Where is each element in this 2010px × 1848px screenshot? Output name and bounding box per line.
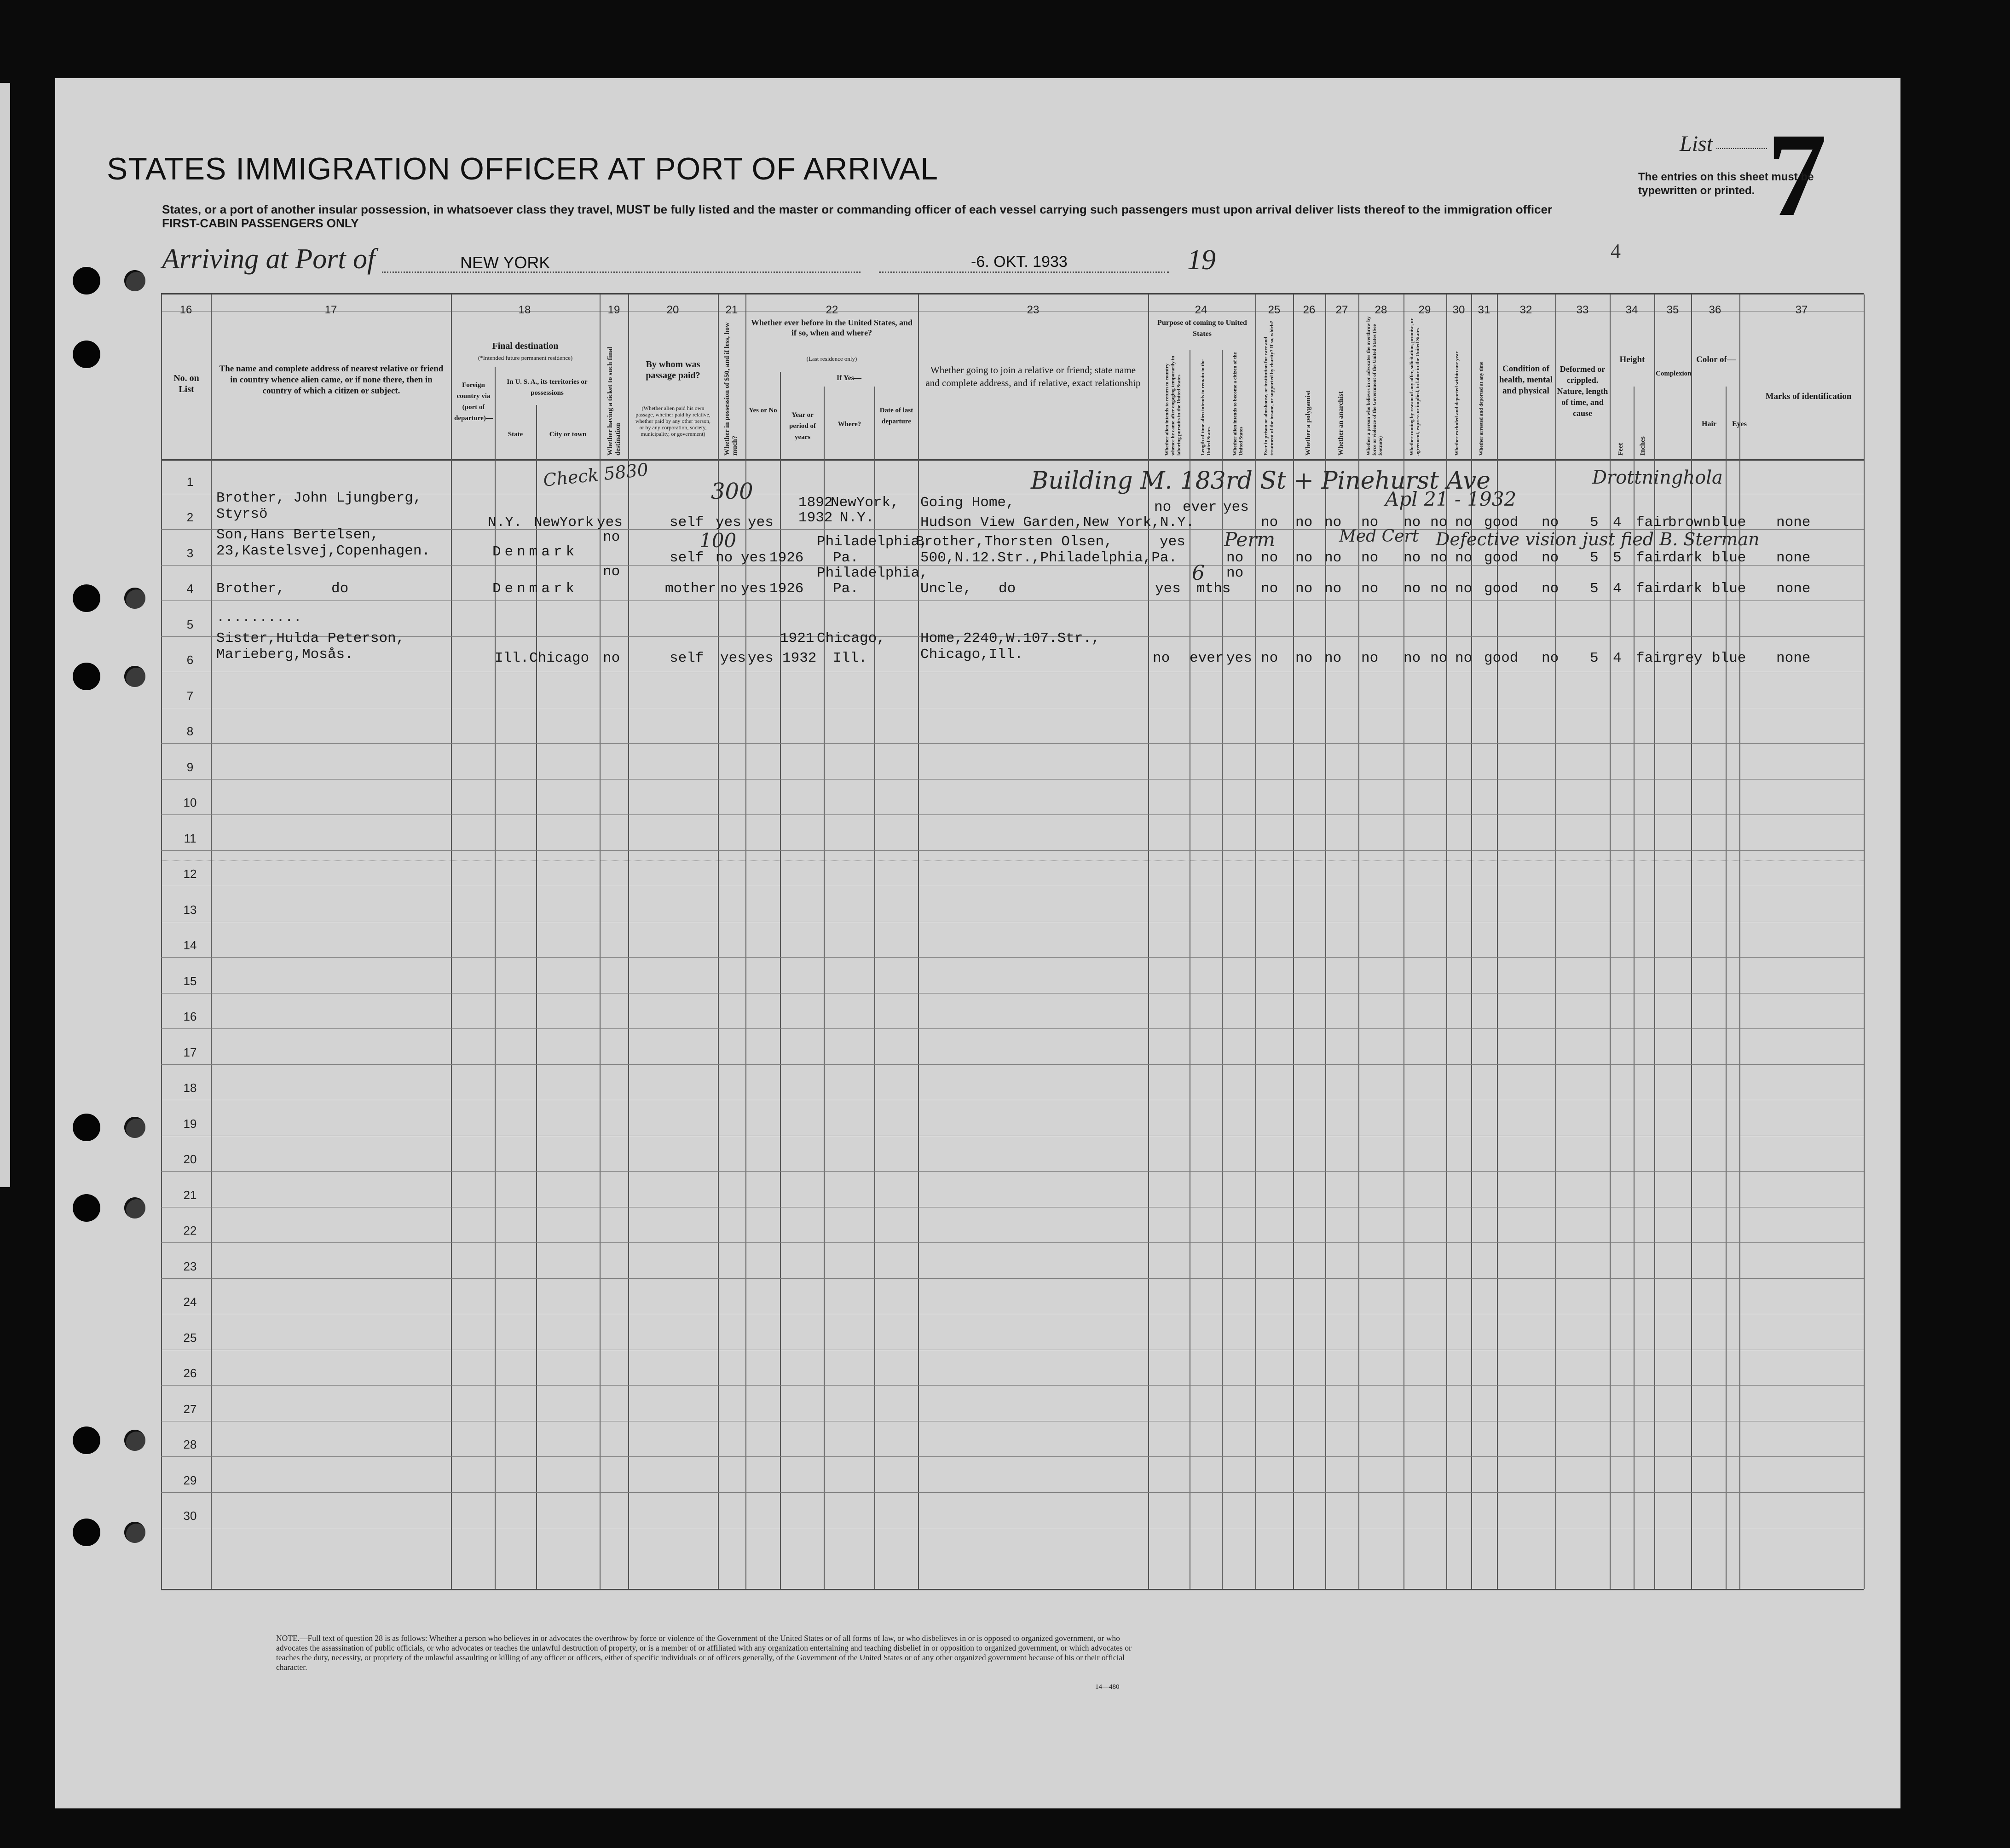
r1-relative-2: Styrsö <box>216 506 268 522</box>
hw-amount-300: 300 <box>711 479 753 504</box>
row-number: 5 <box>186 618 194 631</box>
r5-relative: Sister,Hulda Peterson, <box>216 630 405 647</box>
hdr-q30: Whether excluded and deported within one year <box>1454 351 1460 456</box>
hw-med-cert: Med Cert <box>1339 527 1419 546</box>
row-rule <box>161 1171 1864 1172</box>
r1-complexion: fair <box>1636 514 1670 531</box>
r5-before: yes <box>748 650 774 666</box>
row-rule <box>161 1028 1864 1029</box>
row-number: 22 <box>183 1224 197 1237</box>
hdr-usa: In U. S. A., its territories or possessions <box>507 378 588 397</box>
r2-join-1: Brother,Thorsten Olsen, <box>916 534 1113 550</box>
row-number: 14 <box>183 938 197 952</box>
hdr-before-us: Whether ever before in the United States, and if so, when and where? <box>751 318 913 337</box>
r1-ticket: yes <box>597 514 623 531</box>
r3-foreign: Denmark <box>492 581 578 597</box>
r2-p50: no <box>716 550 733 566</box>
pencil-mark: 4 <box>1611 240 1621 262</box>
binder-hole <box>73 1114 100 1141</box>
binder-hole <box>73 1519 100 1546</box>
r1-prison: no <box>1261 514 1278 531</box>
r1-feet: 5 <box>1590 514 1599 531</box>
r1-anarchist: no <box>1324 514 1342 531</box>
col-number: 20 <box>666 304 679 316</box>
r3-q30: no <box>1430 581 1448 597</box>
row-rule <box>161 1385 1864 1386</box>
r2-polygamist: no <box>1295 550 1313 566</box>
hw-date: Apl 21 - 1932 <box>1385 488 1517 510</box>
r2-ticket: no <box>603 529 620 545</box>
r2-deformed: no <box>1542 550 1559 566</box>
binder-hole <box>73 267 100 295</box>
hdr-height: Height <box>1619 355 1645 364</box>
hdr-if-yes: If Yes— <box>836 374 862 382</box>
hdr-hair: Hair <box>1702 420 1716 428</box>
row-number: 12 <box>183 867 197 881</box>
r3-polygamist: no <box>1295 581 1313 597</box>
row-number: 21 <box>183 1188 197 1202</box>
hw-six: 6 <box>1192 561 1205 585</box>
form-number: 14—480 <box>1095 1683 1120 1691</box>
r2-health: good <box>1484 550 1519 566</box>
col-number: 30 <box>1452 304 1465 316</box>
col-number: 32 <box>1519 304 1532 316</box>
row-number: 29 <box>183 1473 197 1487</box>
r5-city: Chicago <box>529 650 589 666</box>
r1-deformed: no <box>1542 514 1559 531</box>
r3-relative-2: do <box>331 581 349 597</box>
r3-eyes: blue <box>1712 581 1746 597</box>
r2-foreign: Denmark <box>492 544 578 560</box>
hw-amount-100: 100 <box>699 529 737 552</box>
col-number: 35 <box>1666 304 1679 316</box>
r5-years-1: 1921 <box>780 630 814 647</box>
col-number: 31 <box>1478 304 1490 316</box>
binder-hole <box>73 341 100 368</box>
hdr-purpose-c: Whether alien intends to become a citizen of the United States <box>1232 352 1244 456</box>
row-number: 9 <box>186 760 194 774</box>
row-number: 24 <box>183 1295 197 1309</box>
r2-q29: no <box>1404 550 1421 566</box>
binder-hole <box>124 1522 145 1543</box>
col-number: 28 <box>1375 304 1387 316</box>
col-number: 18 <box>518 304 531 316</box>
r1-inches: 4 <box>1613 514 1622 531</box>
date-line <box>879 271 1169 273</box>
binder-hole <box>73 1426 100 1454</box>
hdr-condition: Condition of health, mental and physical <box>1499 364 1553 396</box>
col-rule <box>1726 387 1727 1589</box>
r5-marks: none <box>1776 650 1811 666</box>
r5-q28: no <box>1361 650 1379 666</box>
row-rule <box>161 743 1864 744</box>
r1-join-2: Hudson View Garden,New York,N.Y. <box>920 514 1195 531</box>
col-rule <box>1739 295 1740 1589</box>
hdr-inches: Inches <box>1639 436 1646 456</box>
row-rule <box>161 1242 1864 1243</box>
r2-q31: no <box>1455 550 1473 566</box>
r3-prison: no <box>1261 581 1278 597</box>
col-number: 16 <box>179 304 192 316</box>
r1-years-2: 1932 <box>798 510 833 526</box>
r2-relative-2: 23,Kastelsvej,Copenhagen. <box>216 543 431 559</box>
r3-ticket: no <box>603 564 620 580</box>
r2-eyes: blue <box>1712 550 1746 566</box>
row-rule <box>161 850 1864 851</box>
row-number: 3 <box>186 546 194 560</box>
r1-eyes: blue <box>1712 514 1746 531</box>
row-rule <box>161 814 1864 815</box>
hw-perm: Perm <box>1224 528 1276 551</box>
row-number: 23 <box>183 1259 197 1273</box>
r3-citizen: no <box>1226 565 1244 581</box>
r5-health: good <box>1484 650 1519 666</box>
r5-inches: 4 <box>1613 650 1622 666</box>
r2-where-2: Pa. <box>833 550 859 566</box>
binder-hole <box>124 588 145 609</box>
r2-marks: none <box>1776 550 1811 566</box>
row-number: 10 <box>183 796 197 809</box>
r4-relative: .......... <box>216 610 302 626</box>
row-number: 7 <box>186 689 194 703</box>
row-number: 6 <box>186 653 194 667</box>
col-number: 36 <box>1709 304 1721 316</box>
hdr-eyes: Eyes <box>1732 420 1747 428</box>
r1-health: good <box>1484 514 1519 531</box>
binder-hole <box>73 1194 100 1222</box>
row-rule <box>161 957 1864 958</box>
hw-building: Building M. 183rd St + Pinehurst Ave <box>1031 467 1490 495</box>
r2-citizen: no <box>1226 550 1244 566</box>
r1-hair: brown <box>1668 514 1711 531</box>
r3-complexion: fair <box>1636 581 1670 597</box>
r2-feet: 5 <box>1590 550 1599 566</box>
col-rule <box>1691 295 1692 1589</box>
r5-q29: no <box>1404 650 1421 666</box>
row-number: 2 <box>186 510 194 524</box>
hdr-purpose-a: Whether alien intends to return to country whence he came after engaging temporarily in laboring pursuits in the United States <box>1164 356 1182 456</box>
r1-relative: Brother, John Ljungberg, <box>216 490 422 506</box>
r3-p50: no <box>720 581 738 597</box>
row-rule <box>161 1278 1864 1279</box>
r1-return: no <box>1154 499 1172 515</box>
col-rule <box>1654 295 1655 1589</box>
r5-where-1: Chicago, <box>817 630 885 647</box>
col-rule <box>600 295 601 1589</box>
r5-paid: self <box>670 650 704 666</box>
year-prefix: 19 <box>1187 244 1216 276</box>
hdr-foreign-country: Foreign country via (port of departure)— <box>454 381 493 422</box>
hdr-passage: By whom was passage paid? <box>646 359 700 381</box>
r3-inches: 4 <box>1613 581 1622 597</box>
r3-q28: no <box>1361 581 1379 597</box>
r5-relative-2: Marieberg,Mosås. <box>216 647 353 663</box>
hdr-final-destination: Final destination <box>492 341 559 351</box>
hdr-last-departure: Date of last departure <box>879 407 913 425</box>
hdr-deformed: Deformed or crippled. Nature, length of time, and cause <box>1557 364 1608 418</box>
col-number: 19 <box>607 304 620 316</box>
r2-where-1: Philadelphia, <box>817 534 928 550</box>
r3-marks: none <box>1776 581 1811 597</box>
r3-hair: dark <box>1668 581 1703 597</box>
hw-place: Drottninghola <box>1592 467 1723 488</box>
hdr-year-period: Year or period of years <box>789 411 816 441</box>
row-number: 30 <box>183 1509 197 1523</box>
row-number: 4 <box>186 582 194 595</box>
r1-paid: self <box>670 514 704 531</box>
r1-before: yes <box>748 514 774 531</box>
hdr-before-us-note: (Last residence only) <box>806 355 857 362</box>
hdr-ticket: Whether having a ticket to such final destination <box>606 346 622 456</box>
col-number: 27 <box>1335 304 1348 316</box>
hdr-q28: Whether a person who believes in or advocates the overthrow by force or violence of the Government of the United States (See footnote) <box>1366 316 1383 456</box>
r3-join-1: Uncle, <box>920 581 972 597</box>
r2-join-2: 500,N.12.Str.,Philadelphia,Pa. <box>920 550 1178 566</box>
r3-feet: 5 <box>1590 581 1599 597</box>
r5-complexion: fair <box>1636 650 1670 666</box>
col-rule <box>1864 295 1865 1589</box>
hdr-feet: Feet <box>1617 443 1624 456</box>
row-number: 16 <box>183 1010 197 1023</box>
r2-return: yes <box>1160 534 1185 550</box>
rule <box>161 311 1864 312</box>
hw-check-number: Check 5830 <box>542 459 649 491</box>
row-number: 18 <box>183 1081 197 1095</box>
col-number: 24 <box>1195 304 1207 316</box>
binder-hole <box>73 584 100 612</box>
row-number: 17 <box>183 1045 197 1059</box>
r5-join-1: Home,2240,W.107.Str., <box>920 630 1100 647</box>
port-line <box>382 271 861 273</box>
hdr-purpose: Purpose of coming to United States <box>1157 319 1247 338</box>
header-divider <box>161 459 1864 461</box>
left-page-edge <box>0 83 10 1187</box>
r2-q28: no <box>1361 550 1379 566</box>
hdr-join-relative: Whether going to join a relative or friend; state name and complete address, and if relative, exact relationship <box>925 364 1141 388</box>
r3-anarchist: no <box>1324 581 1342 597</box>
r1-q29: no <box>1404 514 1421 531</box>
r2-paid: self <box>670 550 704 566</box>
col-rule <box>161 295 162 1589</box>
r5-polygamist: no <box>1295 650 1313 666</box>
r2-complexion: fair <box>1636 550 1670 566</box>
r3-q29: no <box>1404 581 1421 597</box>
r2-anarchist: no <box>1324 550 1342 566</box>
r5-q31: no <box>1455 650 1473 666</box>
row-number: 28 <box>183 1438 197 1451</box>
r3-paid: mother <box>665 581 716 597</box>
binder-hole <box>124 270 145 291</box>
form-title: STATES IMMIGRATION OFFICER AT PORT OF ARRIVAL <box>107 151 938 186</box>
hdr-anarchist: Whether an anarchist <box>1337 391 1345 456</box>
r1-p50: yes <box>716 514 741 531</box>
form-subtitle: States, or a port of another insular possession, in whatsoever class they travel, MUST be fully listed and the master or commanding officer of each vessel carrying such passengers must upon arrival deliver lists thereof to the immigration officer <box>162 202 1553 216</box>
typed-note: The entries on this sheet must be typewritten or printed. <box>1638 171 1814 197</box>
col-rule <box>1610 295 1611 1589</box>
col-number: 26 <box>1303 304 1316 316</box>
port-of-arrival: NEW YORK <box>460 253 550 272</box>
r5-ticket: no <box>603 650 620 666</box>
r5-length: ever <box>1190 650 1224 666</box>
hdr-state: State <box>508 431 523 438</box>
r1-years-1: 1892 <box>798 495 833 511</box>
col-number: 29 <box>1418 304 1431 316</box>
hdr-relative: The name and complete address of nearest relative or friend in country whence alien came, or if none there, then in country of which a citizen or subject. <box>219 364 444 396</box>
r1-join-1: Going Home, <box>920 495 1015 511</box>
r2-relative: Son,Hans Bertelsen, <box>216 527 379 543</box>
r1-marks: none <box>1776 514 1811 531</box>
row-number: 27 <box>183 1402 197 1416</box>
footnote: NOTE.—Full text of question 28 is as follows: Whether a person who believes in or advocates the overthrow by force or violence of the Government of the United States or of all forms of law, or who disbelieves in or is opposed to organized government, or who advocates the assassination of public officials, or who advocates or teaches the unlawful destruction of property, or is a member of or affiliated with any organization entertaining and teaching disbelief in or opposition to organized government, or which advocates or teaches the duty, necessity, or propriety of the unlawful assaulting or killing of any officer or officers, either of specific individuals or of officers generally, of the Government of the United States or of any other organized government because of his or their official character. <box>276 1634 1132 1672</box>
r2-inches: 5 <box>1613 550 1622 566</box>
r3-q31: no <box>1455 581 1473 597</box>
r3-where-2: Pa. <box>833 581 859 597</box>
row-rule <box>161 1064 1864 1065</box>
r5-where-2: Ill. <box>833 650 867 666</box>
r5-prison: no <box>1261 650 1278 666</box>
r1-citizen: yes <box>1223 499 1249 515</box>
r5-q30: no <box>1430 650 1448 666</box>
r1-q30: no <box>1430 514 1448 531</box>
r5-years-2: 1932 <box>782 650 817 666</box>
r1-city: NewYork <box>534 514 594 531</box>
hdr-passage-note: (Whether alien paid his own passage, whether paid by relative, whether paid by any other person, or by any corporation, society, municipality, or government) <box>635 405 711 437</box>
r3-join-2: do <box>999 581 1016 597</box>
hw-defective-vision: Defective vision just fied B. Sterman <box>1436 529 1760 549</box>
r1-q31: no <box>1455 514 1473 531</box>
r3-return: yes <box>1155 581 1181 597</box>
r5-eyes: blue <box>1712 650 1746 666</box>
row-rule <box>161 779 1864 780</box>
row-number: 13 <box>183 903 197 917</box>
r3-health: good <box>1484 581 1519 597</box>
hdr-color-of: Color of— <box>1696 355 1736 364</box>
binder-hole <box>124 1117 145 1138</box>
r2-q30: no <box>1430 550 1448 566</box>
row-number: 8 <box>186 724 194 738</box>
hdr-yes-no: Yes or No <box>749 407 777 414</box>
r3-relative: Brother, <box>216 581 285 597</box>
r2-prison: no <box>1261 550 1278 566</box>
hdr-possession-50: Whether in possession of $50, and if less, how much? <box>723 322 739 456</box>
r2-before: yes <box>741 550 767 566</box>
col-rule <box>1555 295 1556 1589</box>
r1-length: ever <box>1183 499 1217 515</box>
r5-p50: yes <box>720 650 746 666</box>
col-rule <box>451 295 452 1589</box>
r5-anarchist: no <box>1324 650 1342 666</box>
col-number: 25 <box>1268 304 1281 316</box>
arrival-date-stamp: -6. OKT. 1933 <box>971 253 1068 271</box>
hdr-q31: Whether arrested and deported at any time <box>1479 362 1484 456</box>
col-number: 17 <box>324 304 337 316</box>
col-rule <box>918 295 919 1589</box>
r1-where-1: NewYork, <box>831 495 899 511</box>
rule <box>161 860 1864 861</box>
col-number: 23 <box>1027 304 1040 316</box>
hdr-marks: Marks of identification <box>1765 392 1852 401</box>
col-number: 21 <box>725 304 738 316</box>
r1-where-2: N.Y. <box>840 510 874 526</box>
row-number: 1 <box>186 475 194 489</box>
hdr-purpose-b: Length of time alien intends to remain in the United States <box>1200 359 1212 456</box>
binder-hole <box>73 663 100 690</box>
r3-years: 1926 <box>769 581 804 597</box>
row-rule <box>161 1492 1864 1493</box>
hdr-complexion: Complexion <box>1656 370 1692 377</box>
r5-citizen: yes <box>1226 650 1252 666</box>
row-number: 11 <box>184 832 196 845</box>
r1-state: N.Y. <box>488 514 522 531</box>
list-number: 7 <box>1767 109 1827 241</box>
col-number: 33 <box>1576 304 1589 316</box>
r5-deformed: no <box>1542 650 1559 666</box>
hdr-q29: Whether coming by reason of any offer, solicitation, promise, or agreement, express or implied, to labor in the United States <box>1409 318 1421 456</box>
col-number: 37 <box>1795 304 1808 316</box>
col-number: 22 <box>826 304 838 316</box>
r3-length: mths <box>1196 581 1231 597</box>
hdr-prison: Ever in prison or almshouse, or institution for care and treatment of the insane, or supported by charity? If so, which? <box>1263 321 1275 456</box>
hdr-city: City or town <box>549 431 587 438</box>
r5-return: no <box>1153 650 1170 666</box>
r3-where-1: Philadelphia, <box>817 565 928 581</box>
row-number: 15 <box>183 974 197 988</box>
row-number: 25 <box>183 1331 197 1345</box>
r5-state: Ill. <box>495 650 529 666</box>
class-line: FIRST-CABIN PASSENGERS ONLY <box>162 216 359 230</box>
hdr-final-destination-note: (*Intended future permanent residence) <box>478 354 573 361</box>
binder-hole <box>124 1430 145 1451</box>
hdr-where: Where? <box>838 421 861 428</box>
col-rule <box>1634 387 1635 1589</box>
r3-deformed: no <box>1542 581 1559 597</box>
r5-hair: grey <box>1668 650 1703 666</box>
col-rule <box>1222 350 1223 1589</box>
row-rule <box>161 1456 1864 1457</box>
r2-years: 1926 <box>769 550 804 566</box>
hdr-polygamist: Whether a polygamist <box>1305 390 1312 456</box>
col-number: 34 <box>1625 304 1638 316</box>
row-number: 19 <box>183 1117 197 1131</box>
r5-feet: 5 <box>1590 650 1599 666</box>
arriving-label: Arriving at Port of <box>162 243 375 275</box>
r3-before: yes <box>741 581 767 597</box>
list-label: List <box>1680 132 1713 156</box>
binder-hole <box>124 666 145 687</box>
hdr-no-on-list: No. on List <box>173 373 199 394</box>
r2-hair: dark <box>1668 550 1703 566</box>
row-number: 20 <box>183 1152 197 1166</box>
col-rule <box>628 295 629 1589</box>
r1-polygamist: no <box>1295 514 1313 531</box>
r1-q28: no <box>1361 514 1379 531</box>
r5-join-2: Chicago,Ill. <box>920 647 1023 663</box>
list-underline <box>1716 148 1767 149</box>
col-rule <box>211 295 212 1589</box>
row-number: 26 <box>183 1366 197 1380</box>
binder-hole <box>124 1197 145 1219</box>
